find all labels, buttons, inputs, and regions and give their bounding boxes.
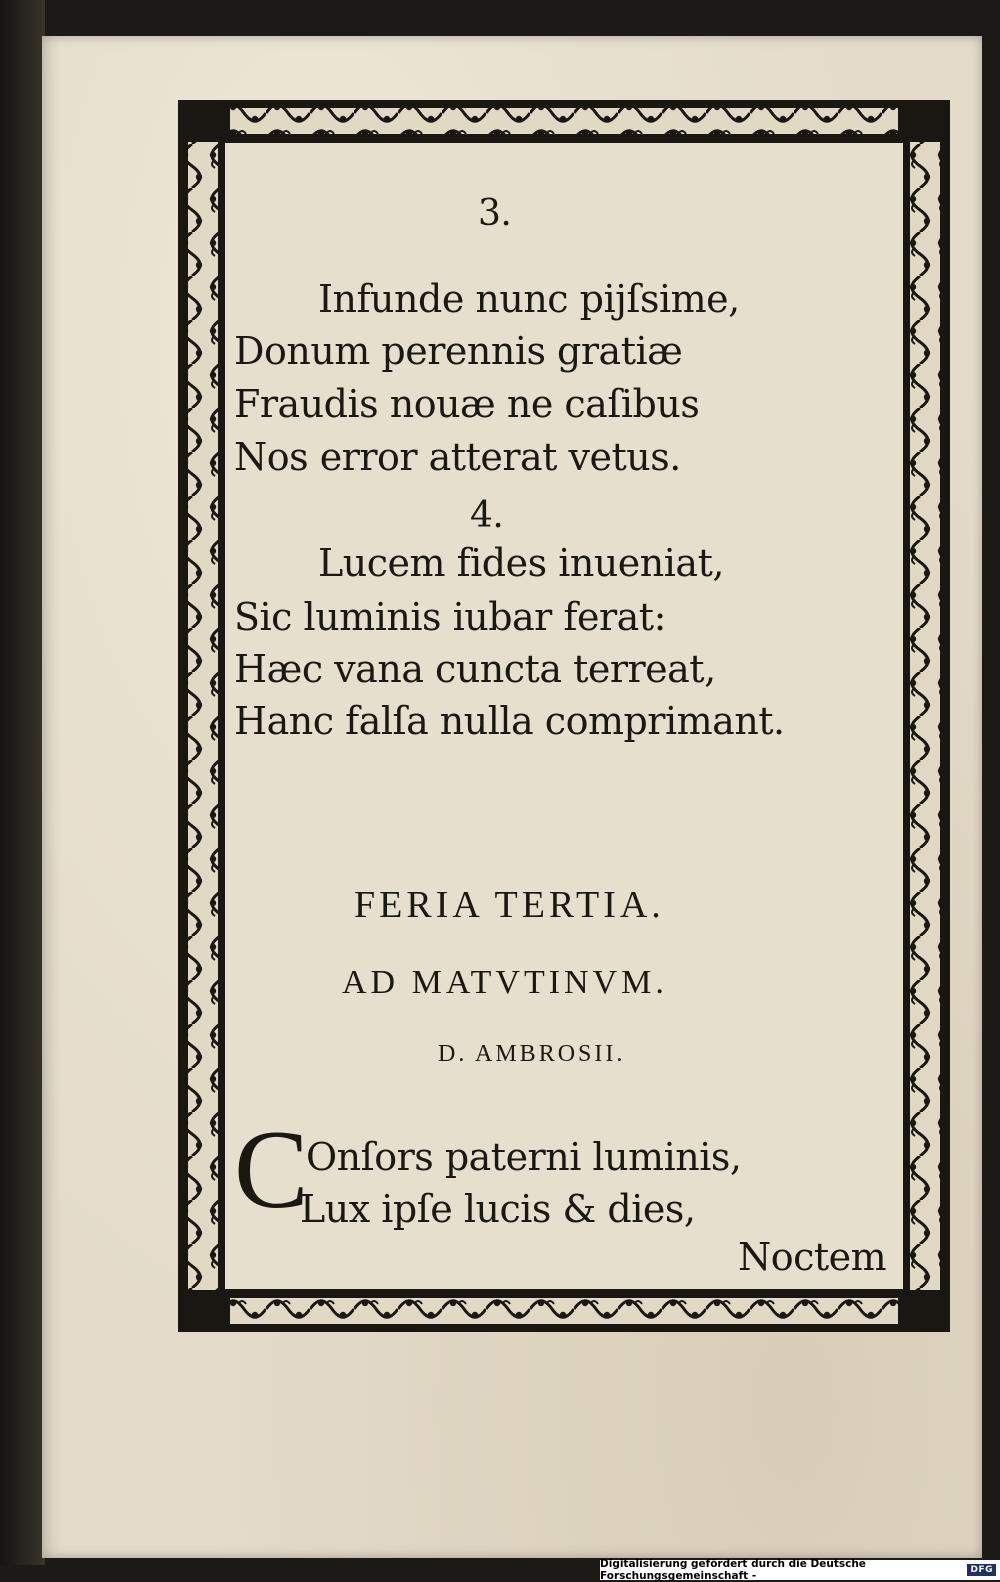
page-text: [232, 182, 922, 1282]
stanza-4-line-2: Sic luminis iubar ferat:: [234, 595, 666, 639]
digitization-credit: [600, 1560, 1000, 1580]
stanza-4-line-1: Lucem fides inueniat,: [318, 541, 724, 585]
book-spine-shadow: [0, 0, 45, 1565]
catchword: Noctem: [738, 1235, 887, 1279]
stanza-3-line-4: Nos error atterat vetus.: [234, 435, 681, 479]
dfg-logo: DFG: [967, 1564, 996, 1576]
credit-text: Digitalisierung gefördert durch die Deutsche Forschungsgemeinschaft -: [600, 1558, 866, 1582]
stanza-4-number: 4.: [470, 495, 504, 536]
heading-author: D. AMBROSII.: [438, 1041, 626, 1067]
hymn-line-1: Onſors paterni luminis,: [306, 1135, 742, 1179]
stanza-3-line-2: Donum perennis gratiæ: [234, 329, 683, 373]
heading-feria-tertia: FERIA TERTIA.: [354, 884, 665, 926]
stanza-4-line-3: Hæc vana cuncta terreat,: [234, 647, 716, 691]
heading-ad-matutinum: AD MATVTINVM.: [342, 964, 668, 1001]
stanza-3-number: 3.: [478, 193, 512, 234]
hymn-line-2: Lux ipſe lucis & dies,: [300, 1187, 696, 1231]
drop-capital: C: [234, 1108, 309, 1232]
stanza-3-line-1: Infunde nunc pijſsime,: [318, 277, 740, 321]
stanza-3-line-3: Fraudis nouæ ne caſibus: [234, 382, 700, 426]
stanza-4-line-4: Hanc falſa nulla comprimant.: [234, 699, 785, 743]
